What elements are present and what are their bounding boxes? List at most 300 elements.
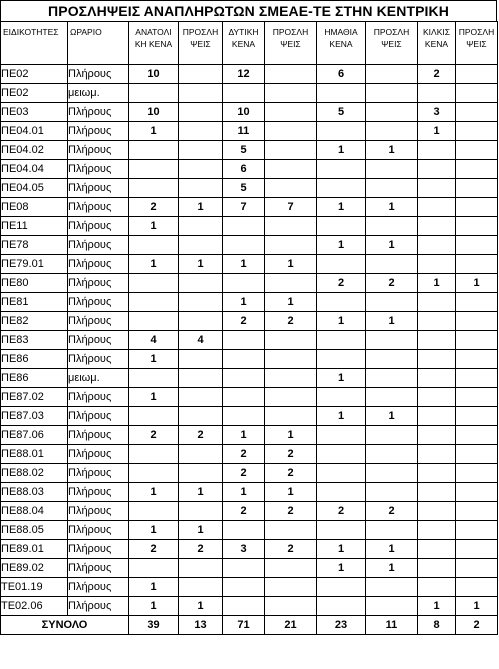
- cell-west-vacancies: 7: [223, 198, 265, 217]
- cell-specialty: ΠΕ08: [1, 198, 68, 217]
- table-row: [1, 65, 498, 84]
- table-row: [1, 521, 498, 540]
- cell-imathia-vacancies: [317, 122, 366, 141]
- table-row: [1, 331, 498, 350]
- cell-east-hires: 1: [179, 483, 223, 502]
- cell-imathia-vacancies: 1: [317, 559, 366, 578]
- cell-kilkis-vacancies: 1: [418, 122, 456, 141]
- cell-west-vacancies: [223, 597, 265, 616]
- cell-specialty: ΤΕ01.19: [1, 578, 68, 597]
- cell-west-vacancies: 1: [223, 255, 265, 274]
- cell-east-vacancies: [129, 464, 179, 483]
- cell-west-hires: [265, 65, 317, 84]
- cell-west-hires: [265, 597, 317, 616]
- cell-east-hires: 1: [179, 597, 223, 616]
- cell-west-vacancies: [223, 388, 265, 407]
- cell-west-vacancies: 5: [223, 141, 265, 160]
- table-row: [1, 502, 498, 521]
- cell-west-hires: [265, 141, 317, 160]
- cell-east-vacancies: [129, 445, 179, 464]
- cell-schedule: Πλήρους: [68, 483, 129, 502]
- cell-imathia-vacancies: 2: [317, 502, 366, 521]
- cell-kilkis-hires: [456, 540, 498, 559]
- cell-east-vacancies: 1: [129, 597, 179, 616]
- cell-west-vacancies: 6: [223, 160, 265, 179]
- cell-east-vacancies: 1: [129, 521, 179, 540]
- cell-east-hires: [179, 578, 223, 597]
- cell-east-vacancies: [129, 407, 179, 426]
- table-row: [1, 122, 498, 141]
- cell-west-vacancies: 1: [223, 426, 265, 445]
- cell-imathia-hires: [366, 255, 418, 274]
- cell-east-hires: [179, 388, 223, 407]
- cell-imathia-hires: [366, 597, 418, 616]
- table-row: [1, 350, 498, 369]
- cell-imathia-hires: 1: [366, 407, 418, 426]
- cell-specialty: ΠΕ04.01: [1, 122, 68, 141]
- cell-west-vacancies: [223, 217, 265, 236]
- col-header-west-vacancies: ΔΥΤΙΚΗ ΚΕΝΑ: [223, 22, 265, 65]
- cell-schedule: Πλήρους: [68, 274, 129, 293]
- cell-west-hires: [265, 407, 317, 426]
- cell-imathia-vacancies: [317, 388, 366, 407]
- cell-specialty: ΠΕ79.01: [1, 255, 68, 274]
- cell-schedule: Πλήρους: [68, 141, 129, 160]
- cell-imathia-hires: 2: [366, 274, 418, 293]
- table-row: [1, 578, 498, 597]
- cell-imathia-vacancies: 1: [317, 369, 366, 388]
- cell-schedule: Πλήρους: [68, 65, 129, 84]
- cell-specialty: ΠΕ88.04: [1, 502, 68, 521]
- cell-kilkis-hires: 1: [456, 597, 498, 616]
- cell-imathia-vacancies: [317, 578, 366, 597]
- cell-west-vacancies: [223, 559, 265, 578]
- cell-imathia-hires: [366, 179, 418, 198]
- cell-east-vacancies: 1: [129, 578, 179, 597]
- cell-imathia-vacancies: [317, 445, 366, 464]
- col-header-specialty: ΕΙΔΙΚΟΤΗΤΕΣ: [1, 22, 68, 65]
- cell-east-hires: [179, 502, 223, 521]
- cell-kilkis-vacancies: [418, 179, 456, 198]
- cell-kilkis-hires: [456, 217, 498, 236]
- cell-schedule: Πλήρους: [68, 312, 129, 331]
- cell-kilkis-vacancies: 3: [418, 103, 456, 122]
- cell-kilkis-hires: [456, 445, 498, 464]
- cell-imathia-vacancies: [317, 179, 366, 198]
- cell-kilkis-hires: [456, 293, 498, 312]
- cell-imathia-hires: 1: [366, 198, 418, 217]
- cell-schedule: Πλήρους: [68, 331, 129, 350]
- cell-specialty: ΠΕ88.03: [1, 483, 68, 502]
- total-kilkis-hires: 2: [456, 616, 498, 635]
- cell-imathia-hires: [366, 464, 418, 483]
- cell-imathia-vacancies: [317, 464, 366, 483]
- cell-east-vacancies: [129, 293, 179, 312]
- cell-east-vacancies: [129, 141, 179, 160]
- cell-east-vacancies: [129, 502, 179, 521]
- cell-kilkis-hires: [456, 407, 498, 426]
- cell-schedule: Πλήρους: [68, 464, 129, 483]
- col-header-west-hires: ΠΡΟΣΛΗ ΨΕΙΣ: [265, 22, 317, 65]
- cell-east-hires: 1: [179, 255, 223, 274]
- cell-east-vacancies: 1: [129, 483, 179, 502]
- cell-kilkis-vacancies: [418, 521, 456, 540]
- cell-schedule: Πλήρους: [68, 350, 129, 369]
- cell-west-hires: [265, 160, 317, 179]
- cell-imathia-hires: [366, 521, 418, 540]
- cell-schedule: Πλήρους: [68, 198, 129, 217]
- cell-imathia-vacancies: [317, 521, 366, 540]
- cell-west-hires: [265, 559, 317, 578]
- cell-kilkis-hires: [456, 464, 498, 483]
- cell-east-hires: [179, 312, 223, 331]
- cell-kilkis-vacancies: [418, 407, 456, 426]
- cell-imathia-vacancies: [317, 331, 366, 350]
- cell-kilkis-hires: [456, 255, 498, 274]
- cell-west-hires: [265, 369, 317, 388]
- cell-imathia-hires: [366, 217, 418, 236]
- cell-west-hires: 2: [265, 464, 317, 483]
- cell-imathia-vacancies: 1: [317, 540, 366, 559]
- cell-east-vacancies: [129, 84, 179, 103]
- cell-west-hires: [265, 84, 317, 103]
- header-row: [1, 22, 498, 65]
- cell-east-vacancies: [129, 369, 179, 388]
- cell-east-hires: [179, 559, 223, 578]
- cell-west-hires: [265, 578, 317, 597]
- col-header-east-hires: ΠΡΟΣΛΗ ΨΕΙΣ: [179, 22, 223, 65]
- cell-kilkis-hires: [456, 502, 498, 521]
- cell-east-hires: [179, 236, 223, 255]
- cell-kilkis-hires: [456, 559, 498, 578]
- cell-east-vacancies: [129, 559, 179, 578]
- cell-kilkis-vacancies: [418, 217, 456, 236]
- table-row: [1, 141, 498, 160]
- cell-imathia-vacancies: 1: [317, 407, 366, 426]
- cell-kilkis-hires: [456, 483, 498, 502]
- cell-specialty: ΠΕ11: [1, 217, 68, 236]
- cell-west-vacancies: 2: [223, 502, 265, 521]
- cell-imathia-hires: [366, 160, 418, 179]
- total-label: ΣΥΝΟΛΟ: [1, 616, 129, 635]
- cell-kilkis-vacancies: 1: [418, 597, 456, 616]
- cell-imathia-hires: 1: [366, 236, 418, 255]
- cell-east-hires: [179, 160, 223, 179]
- cell-west-vacancies: 1: [223, 483, 265, 502]
- cell-east-vacancies: 1: [129, 122, 179, 141]
- cell-schedule: Πλήρους: [68, 293, 129, 312]
- cell-kilkis-vacancies: [418, 483, 456, 502]
- cell-east-hires: 4: [179, 331, 223, 350]
- cell-specialty: ΠΕ04.05: [1, 179, 68, 198]
- cell-kilkis-vacancies: [418, 236, 456, 255]
- table-row: [1, 160, 498, 179]
- total-east-vacancies: 39: [129, 616, 179, 635]
- cell-imathia-hires: [366, 369, 418, 388]
- total-east-hires: 13: [179, 616, 223, 635]
- cell-kilkis-vacancies: [418, 331, 456, 350]
- cell-east-hires: [179, 464, 223, 483]
- col-header-east-vacancies: ΑΝΑΤΟΛΙ ΚΗ ΚΕΝΑ: [129, 22, 179, 65]
- cell-kilkis-vacancies: [418, 464, 456, 483]
- cell-west-hires: [265, 103, 317, 122]
- cell-kilkis-vacancies: [418, 426, 456, 445]
- cell-west-vacancies: 3: [223, 540, 265, 559]
- cell-east-hires: [179, 217, 223, 236]
- cell-imathia-hires: 1: [366, 559, 418, 578]
- cell-kilkis-hires: [456, 65, 498, 84]
- cell-west-hires: 1: [265, 293, 317, 312]
- cell-kilkis-vacancies: [418, 350, 456, 369]
- cell-imathia-hires: 2: [366, 502, 418, 521]
- cell-kilkis-vacancies: [418, 160, 456, 179]
- cell-schedule: Πλήρους: [68, 236, 129, 255]
- cell-west-hires: 7: [265, 198, 317, 217]
- cell-east-hires: [179, 122, 223, 141]
- cell-imathia-vacancies: [317, 293, 366, 312]
- cell-west-hires: 1: [265, 426, 317, 445]
- cell-west-vacancies: 5: [223, 179, 265, 198]
- cell-kilkis-hires: [456, 388, 498, 407]
- total-kilkis-vacancies: 8: [418, 616, 456, 635]
- cell-east-hires: [179, 274, 223, 293]
- cell-west-vacancies: [223, 350, 265, 369]
- cell-west-hires: [265, 217, 317, 236]
- cell-west-hires: [265, 331, 317, 350]
- table-row: [1, 293, 498, 312]
- cell-west-vacancies: [223, 407, 265, 426]
- cell-imathia-vacancies: [317, 350, 366, 369]
- cell-imathia-hires: [366, 426, 418, 445]
- cell-schedule: Πλήρους: [68, 502, 129, 521]
- cell-imathia-hires: [366, 103, 418, 122]
- cell-schedule: Πλήρους: [68, 122, 129, 141]
- cell-west-vacancies: 12: [223, 65, 265, 84]
- cell-schedule: Πλήρους: [68, 521, 129, 540]
- cell-west-hires: [265, 388, 317, 407]
- cell-imathia-hires: [366, 122, 418, 141]
- cell-kilkis-hires: [456, 426, 498, 445]
- cell-west-hires: 2: [265, 312, 317, 331]
- table-row: [1, 255, 498, 274]
- cell-schedule: Πλήρους: [68, 255, 129, 274]
- col-header-imathia-vacancies: ΗΜΑΘΙΑ ΚΕΝΑ: [317, 22, 366, 65]
- cell-kilkis-vacancies: [418, 388, 456, 407]
- cell-kilkis-vacancies: [418, 84, 456, 103]
- cell-specialty: ΤΕ02.06: [1, 597, 68, 616]
- cell-kilkis-vacancies: [418, 141, 456, 160]
- cell-imathia-hires: 1: [366, 141, 418, 160]
- cell-imathia-hires: [366, 293, 418, 312]
- table-row: [1, 198, 498, 217]
- cell-imathia-vacancies: 5: [317, 103, 366, 122]
- cell-west-hires: [265, 236, 317, 255]
- cell-specialty: ΠΕ86: [1, 369, 68, 388]
- total-west-hires: 21: [265, 616, 317, 635]
- cell-kilkis-vacancies: [418, 255, 456, 274]
- cell-specialty: ΠΕ03: [1, 103, 68, 122]
- cell-kilkis-hires: [456, 103, 498, 122]
- table-row: [1, 407, 498, 426]
- cell-schedule: Πλήρους: [68, 597, 129, 616]
- cell-east-hires: [179, 103, 223, 122]
- cell-east-vacancies: 1: [129, 255, 179, 274]
- cell-imathia-vacancies: 1: [317, 198, 366, 217]
- cell-west-hires: 2: [265, 445, 317, 464]
- cell-imathia-hires: [366, 483, 418, 502]
- cell-east-hires: [179, 293, 223, 312]
- cell-imathia-vacancies: [317, 84, 366, 103]
- cell-specialty: ΠΕ88.01: [1, 445, 68, 464]
- cell-west-vacancies: 2: [223, 312, 265, 331]
- total-row: [1, 616, 498, 635]
- table-row: [1, 217, 498, 236]
- cell-west-hires: [265, 122, 317, 141]
- col-header-kilkis-hires: ΠΡΟΣΛΗ ΨΕΙΣ: [456, 22, 498, 65]
- cell-east-hires: [179, 369, 223, 388]
- cell-kilkis-hires: [456, 236, 498, 255]
- cell-kilkis-vacancies: [418, 559, 456, 578]
- cell-west-vacancies: 10: [223, 103, 265, 122]
- total-imathia-hires: 11: [366, 616, 418, 635]
- cell-imathia-hires: [366, 578, 418, 597]
- cell-west-vacancies: [223, 578, 265, 597]
- table-row: [1, 103, 498, 122]
- cell-schedule: Πλήρους: [68, 407, 129, 426]
- cell-east-vacancies: [129, 179, 179, 198]
- cell-east-vacancies: [129, 312, 179, 331]
- cell-west-vacancies: [223, 84, 265, 103]
- cell-schedule: Πλήρους: [68, 179, 129, 198]
- cell-kilkis-hires: [456, 160, 498, 179]
- col-header-imathia-hires: ΠΡΟΣΛΗ ΨΕΙΣ: [366, 22, 418, 65]
- cell-kilkis-vacancies: [418, 578, 456, 597]
- cell-kilkis-vacancies: [418, 369, 456, 388]
- cell-kilkis-vacancies: [418, 312, 456, 331]
- cell-west-hires: 2: [265, 502, 317, 521]
- sheet-title: ΠΡΟΣΛΗΨΕΙΣ ΑΝΑΠΛΗΡΩΤΩΝ ΣΜΕΑΕ-ΤΕ ΣΤΗΝ ΚΕΝΤΡΙΚΗ: [0, 0, 497, 22]
- table-row: [1, 445, 498, 464]
- cell-east-vacancies: [129, 160, 179, 179]
- cell-kilkis-hires: 1: [456, 274, 498, 293]
- cell-east-hires: [179, 141, 223, 160]
- cell-specialty: ΠΕ04.04: [1, 160, 68, 179]
- cell-west-vacancies: 11: [223, 122, 265, 141]
- cell-kilkis-hires: [456, 521, 498, 540]
- cell-imathia-hires: [366, 65, 418, 84]
- total-west-vacancies: 71: [223, 616, 265, 635]
- cell-specialty: ΠΕ89.01: [1, 540, 68, 559]
- cell-west-hires: [265, 350, 317, 369]
- cell-east-hires: 2: [179, 540, 223, 559]
- cell-kilkis-hires: [456, 84, 498, 103]
- cell-west-vacancies: [223, 331, 265, 350]
- table-row: [1, 597, 498, 616]
- cell-imathia-vacancies: 1: [317, 312, 366, 331]
- cell-schedule: Πλήρους: [68, 559, 129, 578]
- cell-kilkis-hires: [456, 331, 498, 350]
- cell-east-vacancies: 2: [129, 540, 179, 559]
- cell-east-hires: [179, 407, 223, 426]
- cell-east-hires: [179, 445, 223, 464]
- cell-imathia-hires: [366, 388, 418, 407]
- cell-east-hires: [179, 179, 223, 198]
- cell-west-hires: 1: [265, 483, 317, 502]
- table-row: [1, 369, 498, 388]
- cell-schedule: μειωμ.: [68, 84, 129, 103]
- cell-west-hires: 2: [265, 540, 317, 559]
- cell-kilkis-hires: [456, 179, 498, 198]
- cell-schedule: Πλήρους: [68, 388, 129, 407]
- cell-west-vacancies: 2: [223, 464, 265, 483]
- cell-east-vacancies: 4: [129, 331, 179, 350]
- cell-imathia-vacancies: [317, 426, 366, 445]
- cell-imathia-vacancies: [317, 597, 366, 616]
- table-row: [1, 312, 498, 331]
- cell-west-vacancies: 2: [223, 445, 265, 464]
- cell-specialty: ΠΕ78: [1, 236, 68, 255]
- table-row: [1, 426, 498, 445]
- cell-specialty: ΠΕ04.02: [1, 141, 68, 160]
- cell-specialty: ΠΕ88.05: [1, 521, 68, 540]
- cell-west-vacancies: [223, 521, 265, 540]
- cell-kilkis-hires: [456, 350, 498, 369]
- cell-imathia-hires: [366, 331, 418, 350]
- cell-imathia-vacancies: 1: [317, 236, 366, 255]
- cell-west-hires: [265, 179, 317, 198]
- table-row: [1, 236, 498, 255]
- cell-kilkis-hires: [456, 141, 498, 160]
- cell-schedule: Πλήρους: [68, 103, 129, 122]
- recruitment-table: [0, 21, 498, 635]
- table-row: [1, 388, 498, 407]
- cell-kilkis-vacancies: [418, 445, 456, 464]
- cell-west-hires: 1: [265, 255, 317, 274]
- cell-west-vacancies: [223, 236, 265, 255]
- cell-east-hires: [179, 350, 223, 369]
- cell-schedule: Πλήρους: [68, 578, 129, 597]
- cell-specialty: ΠΕ83: [1, 331, 68, 350]
- table-row: [1, 464, 498, 483]
- cell-imathia-vacancies: 2: [317, 274, 366, 293]
- cell-west-vacancies: [223, 274, 265, 293]
- cell-kilkis-hires: [456, 578, 498, 597]
- cell-east-vacancies: [129, 236, 179, 255]
- cell-specialty: ΠΕ86: [1, 350, 68, 369]
- cell-specialty: ΠΕ88.02: [1, 464, 68, 483]
- cell-imathia-vacancies: [317, 160, 366, 179]
- cell-kilkis-vacancies: [418, 502, 456, 521]
- cell-east-hires: [179, 84, 223, 103]
- cell-west-hires: [265, 274, 317, 293]
- cell-east-vacancies: 2: [129, 198, 179, 217]
- cell-imathia-vacancies: [317, 255, 366, 274]
- cell-imathia-hires: [366, 84, 418, 103]
- cell-imathia-vacancies: 1: [317, 141, 366, 160]
- cell-kilkis-vacancies: [418, 198, 456, 217]
- cell-schedule: Πλήρους: [68, 426, 129, 445]
- cell-imathia-vacancies: [317, 217, 366, 236]
- cell-schedule: Πλήρους: [68, 160, 129, 179]
- cell-schedule: Πλήρους: [68, 445, 129, 464]
- cell-west-vacancies: [223, 369, 265, 388]
- col-header-schedule: ΩΡΑΡΙΟ: [68, 22, 129, 65]
- cell-west-vacancies: 1: [223, 293, 265, 312]
- cell-specialty: ΠΕ87.02: [1, 388, 68, 407]
- cell-east-hires: 1: [179, 521, 223, 540]
- cell-kilkis-vacancies: [418, 540, 456, 559]
- cell-kilkis-vacancies: 2: [418, 65, 456, 84]
